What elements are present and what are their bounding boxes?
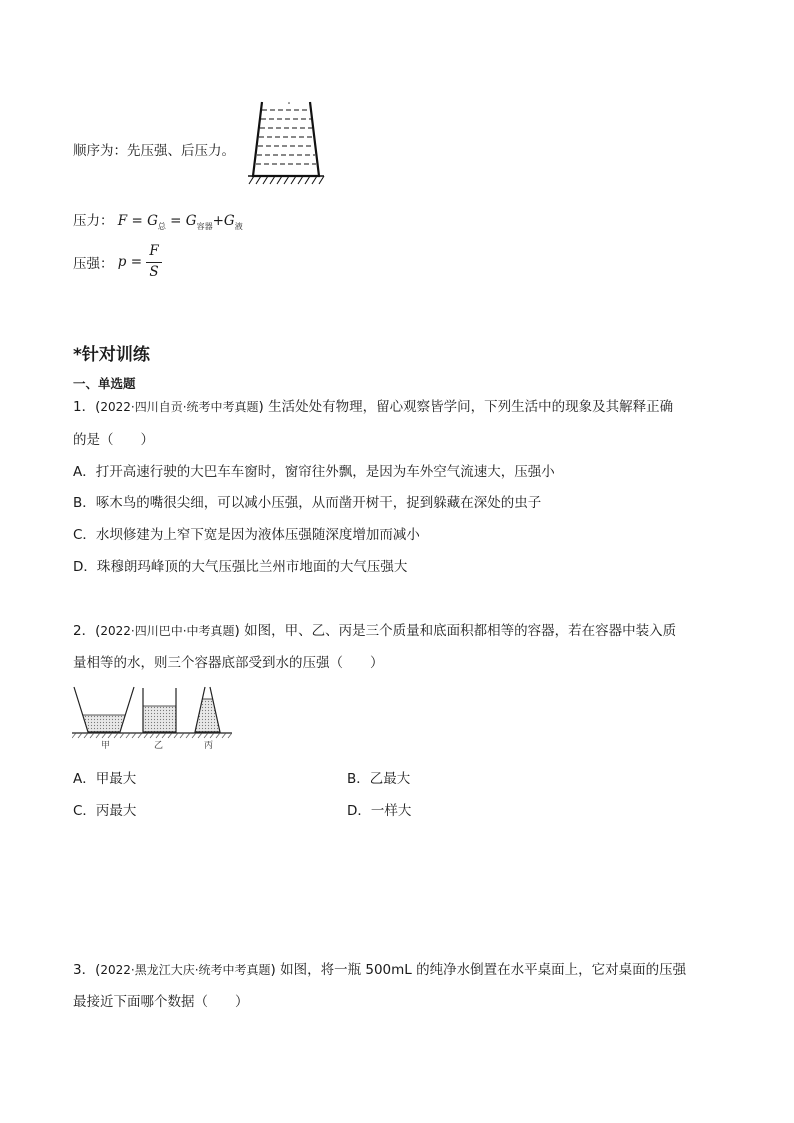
q2-option-c: C．丙最大	[73, 803, 137, 819]
subsection-title: 一、单选题	[73, 376, 136, 391]
q2-line1: 2．(2022·四川巴中·中考真题) 如图，甲、乙、丙是三个质量和底面积都相等的容器，若在容器中装入质	[73, 623, 677, 639]
container-yi-water	[143, 706, 176, 732]
label-yi: 乙	[154, 741, 164, 751]
pressure-label: 压强：	[73, 256, 114, 272]
three-containers-figure	[72, 685, 232, 755]
q2-option-b: B．乙最大	[347, 771, 411, 787]
q3-line1: 3．(2022·黑龙江大庆·统考中考真题) 如图，将一瓶 500mL 的纯净水倒置在水平桌面上，它对桌面的压强	[73, 962, 687, 978]
tapered-container-figure	[244, 96, 328, 188]
q1-option-d: D．珠穆朗玛峰顶的大气压强比兰州市地面的大气压强大	[73, 559, 408, 575]
q3-line2: 最接近下面哪个数据（ ）	[73, 994, 249, 1010]
q1-line2: 的是（ ）	[73, 432, 154, 448]
label-bing: 丙	[204, 741, 214, 751]
q2-line2: 量相等的水，则三个容器底部受到水的压强（ ）	[73, 655, 384, 671]
q2-option-d: D．一样大	[347, 803, 412, 819]
q1-line1: 1．(2022·四川自贡·统考中考真题) 生活处处有物理，留心观察皆学问，下列生活中的现象及其解释正确	[73, 399, 674, 415]
q1-option-c: C．水坝修建为上窄下宽是因为液体压强随深度增加而减小	[73, 527, 420, 543]
order-text: 顺序为：先压强、后压力。	[73, 143, 235, 159]
pressure-formula: 压强： p = $\frac{F}{S}$	[73, 245, 162, 279]
q2-option-a: A．甲最大	[73, 771, 137, 787]
label-jia: 甲	[101, 741, 111, 751]
q1-option-a: A．打开高速行驶的大巴车车窗时，窗帘往外飘，是因为车外空气流速大，压强小	[73, 464, 555, 480]
pressure-fraction: $\frac{F}{S}$	[146, 245, 161, 279]
q1-option-b: B．啄木鸟的嘴很尖细，可以减小压强，从而凿开树干，捉到躲藏在深处的虫子	[73, 495, 542, 511]
force-label: 压力：	[73, 213, 114, 229]
force-formula: 压力： $F = G_总 = G_{容器}+G_液$	[73, 213, 243, 231]
section-title: *针对训练	[73, 345, 150, 365]
container-jia-water	[83, 715, 125, 732]
